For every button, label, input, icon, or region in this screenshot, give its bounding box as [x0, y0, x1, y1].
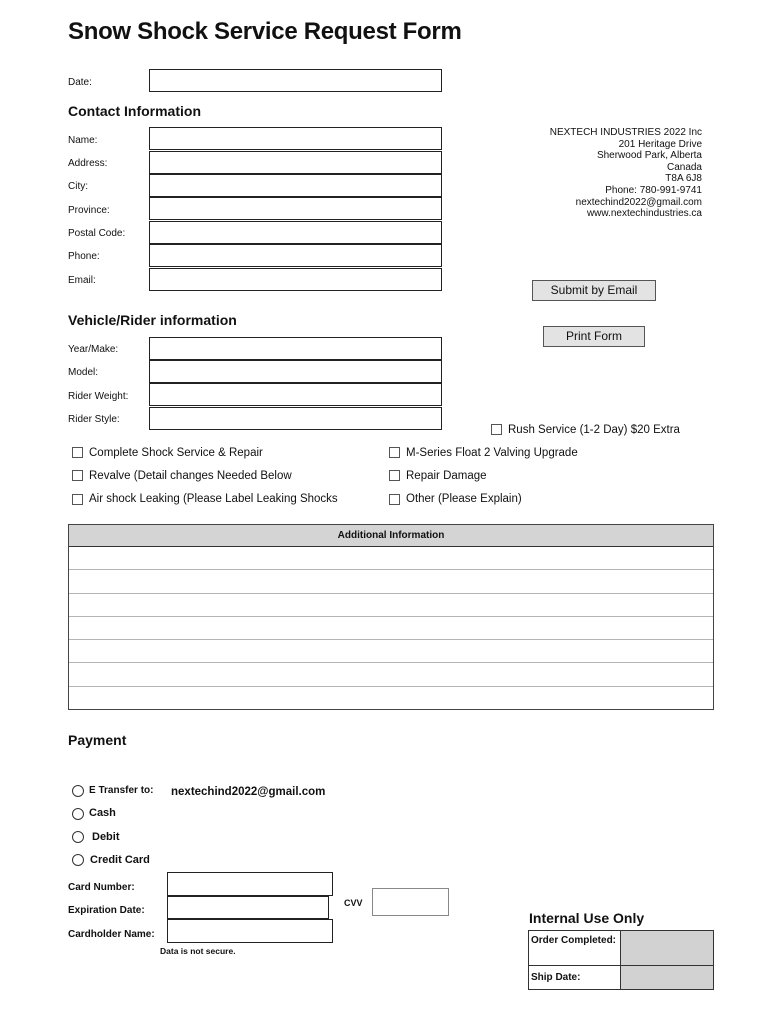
- email-field[interactable]: [149, 268, 442, 291]
- province-field[interactable]: [149, 197, 442, 220]
- company-email: nextechind2022@gmail.com: [575, 196, 702, 208]
- debit-label: Debit: [92, 831, 120, 843]
- security-note: Data is not secure.: [160, 946, 236, 956]
- date-label: Date:: [68, 77, 92, 88]
- model-field[interactable]: [149, 360, 442, 383]
- phone-label: Phone:: [68, 251, 100, 262]
- order-completed-row: [529, 931, 713, 966]
- contact-heading: Contact Information: [68, 103, 201, 119]
- cardholder-name-field[interactable]: [167, 919, 333, 943]
- cardholder-name-label: Cardholder Name:: [68, 929, 155, 940]
- additional-information-line[interactable]: [69, 617, 713, 640]
- company-postal: T8A 6J8: [665, 173, 702, 185]
- repair-damage-checkbox[interactable]: [389, 470, 400, 481]
- complete-service-checkbox[interactable]: [72, 447, 83, 458]
- rush-service-checkbox[interactable]: [491, 424, 502, 435]
- print-form-button[interactable]: Print Form: [543, 326, 645, 347]
- company-name: NEXTECH INDUSTRIES 2022 Inc: [549, 127, 702, 138]
- rider-style-field[interactable]: [149, 407, 442, 430]
- other-label: Other (Please Explain): [406, 493, 522, 505]
- company-city: Sherwood Park, Alberta: [596, 150, 702, 162]
- company-street: 201 Heritage Drive: [618, 138, 702, 150]
- year-make-label: Year/Make:: [68, 344, 119, 355]
- rider-style-label: Rider Style:: [68, 414, 120, 425]
- address-label: Address:: [68, 158, 108, 169]
- additional-information-line[interactable]: [69, 570, 713, 593]
- email-label: Email:: [68, 275, 96, 286]
- phone-field[interactable]: [149, 244, 442, 267]
- additional-information-heading: Additional Information: [69, 525, 713, 547]
- page-title: Snow Shock Service Request Form: [68, 18, 462, 45]
- air-shock-leaking-label: Air shock Leaking (Please Label Leaking Shocks: [89, 493, 338, 505]
- debit-radio[interactable]: [72, 831, 84, 843]
- cash-radio[interactable]: [72, 808, 84, 820]
- cvv-label: CVV: [344, 898, 363, 908]
- rush-service-label: Rush Service (1-2 Day) $20 Extra: [508, 424, 680, 436]
- name-label: Name:: [68, 135, 98, 146]
- province-label: Province:: [68, 205, 110, 216]
- order-completed-label: Order Completed:: [529, 931, 621, 965]
- additional-information-box: [68, 524, 714, 710]
- additional-information-line[interactable]: [69, 640, 713, 663]
- ship-date-label: Ship Date:: [529, 966, 621, 989]
- credit-card-radio[interactable]: [72, 854, 84, 866]
- address-field[interactable]: [149, 151, 442, 174]
- cash-label: Cash: [89, 807, 116, 819]
- rider-weight-field[interactable]: [149, 383, 442, 406]
- city-label: City:: [68, 181, 88, 192]
- credit-card-label: Credit Card: [90, 854, 150, 866]
- m-series-upgrade-label: M-Series Float 2 Valving Upgrade: [406, 447, 578, 459]
- ship-date-row: [529, 966, 713, 989]
- additional-information-line[interactable]: [69, 547, 713, 570]
- postal-code-field[interactable]: [149, 221, 442, 244]
- year-make-field[interactable]: [149, 337, 442, 360]
- company-phone: Phone: 780-991-9741: [605, 184, 702, 196]
- complete-service-label: Complete Shock Service & Repair: [89, 447, 263, 459]
- card-number-field[interactable]: [167, 872, 333, 896]
- ship-date-field[interactable]: [621, 966, 713, 989]
- etransfer-radio[interactable]: [72, 785, 84, 797]
- submit-by-email-button[interactable]: Submit by Email: [532, 280, 656, 301]
- postal-code-label: Postal Code:: [68, 228, 126, 239]
- additional-information-line[interactable]: [69, 594, 713, 617]
- company-address: [550, 127, 702, 220]
- order-completed-field[interactable]: [621, 931, 713, 965]
- etransfer-label: E Transfer to:: [89, 785, 154, 796]
- card-number-label: Card Number:: [68, 882, 135, 893]
- air-shock-leaking-checkbox[interactable]: [72, 494, 83, 505]
- company-website: www.nextechindustries.ca: [586, 208, 702, 220]
- other-checkbox[interactable]: [389, 494, 400, 505]
- m-series-upgrade-checkbox[interactable]: [389, 447, 400, 458]
- additional-information-line[interactable]: [69, 663, 713, 686]
- rider-weight-label: Rider Weight:: [68, 391, 129, 402]
- model-label: Model:: [68, 367, 99, 378]
- date-field[interactable]: [149, 69, 442, 92]
- repair-damage-label: Repair Damage: [406, 470, 487, 482]
- expiration-date-label: Expiration Date:: [68, 905, 145, 916]
- revalve-label: Revalve (Detail changes Needed Below: [89, 470, 292, 482]
- name-field[interactable]: [149, 127, 442, 150]
- city-field[interactable]: [149, 174, 442, 197]
- internal-use-table: [528, 930, 714, 990]
- etransfer-email: nextechind2022@gmail.com: [171, 786, 326, 798]
- revalve-checkbox[interactable]: [72, 470, 83, 481]
- payment-heading: Payment: [68, 732, 127, 748]
- internal-use-heading: Internal Use Only: [529, 910, 645, 926]
- company-country: Canada: [666, 161, 702, 173]
- cvv-field[interactable]: [372, 888, 449, 916]
- vehicle-heading: Vehicle/Rider information: [68, 312, 237, 328]
- additional-information-line[interactable]: [69, 687, 713, 710]
- expiration-date-field[interactable]: [167, 896, 329, 919]
